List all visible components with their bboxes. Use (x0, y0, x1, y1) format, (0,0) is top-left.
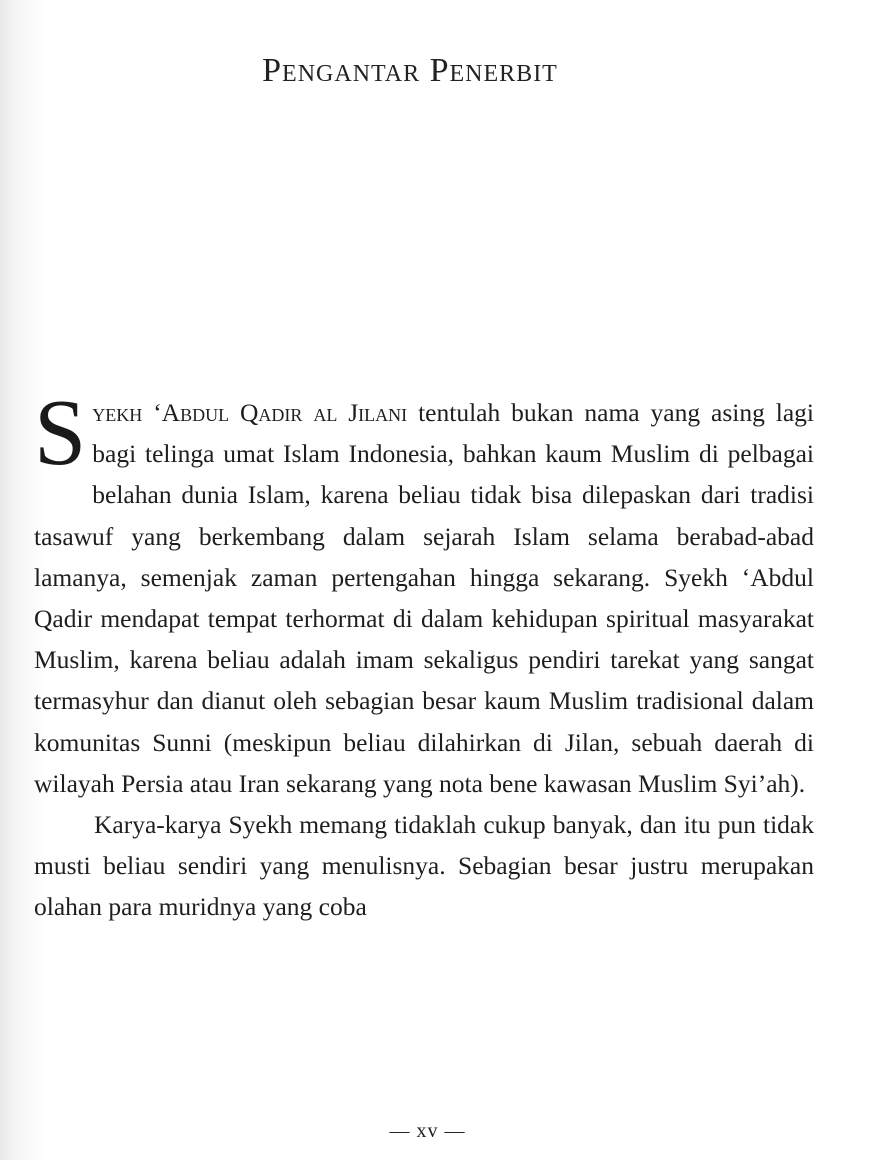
paragraph-1 (34, 381, 814, 804)
paragraph-2: Karya-karya Syekh memang tidaklah cukup banyak, dan itu pun tidak musti beliau sendiri yang menulisnya. Sebagian besar justru merupakan olahan para muridnya yang coba (34, 810, 814, 922)
drop-cap: S (34, 381, 87, 485)
body-text (34, 381, 814, 928)
page-title: Pengantar Penerbit (262, 52, 558, 89)
page-number: — xv — (389, 1120, 466, 1142)
paragraph-1-text: tentulah bukan nama yang asing lagi bagi telinga umat Islam Indonesia, bahkan kaum Muslim di pelbagai belahan dunia Islam, karena beliau tidak bisa dilepaskan dari tradisi tasawuf yang berkembang dalam sejarah Islam selama berabad-abad lamanya, semenjak zaman pertengahan hingga sekarang. Syekh ‘Abdul Qadir mendapat tempat terhormat di dalam kehidupan spiritual masyarakat Muslim, karena beliau adalah imam sekaligus pendiri tarekat yang sangat termasyhur dan dianut oleh sebagian besar kaum Muslim tradisional dalam komunitas Sunni (meskipun beliau dilahirkan di Jilan, sebuah daerah di wilayah Persia atau Iran sekarang yang nota bene kawasan Muslim Syi’ah). (34, 398, 814, 798)
lead-in-smallcaps: yekh ‘Abdul Qadir al Jilani (92, 398, 408, 427)
